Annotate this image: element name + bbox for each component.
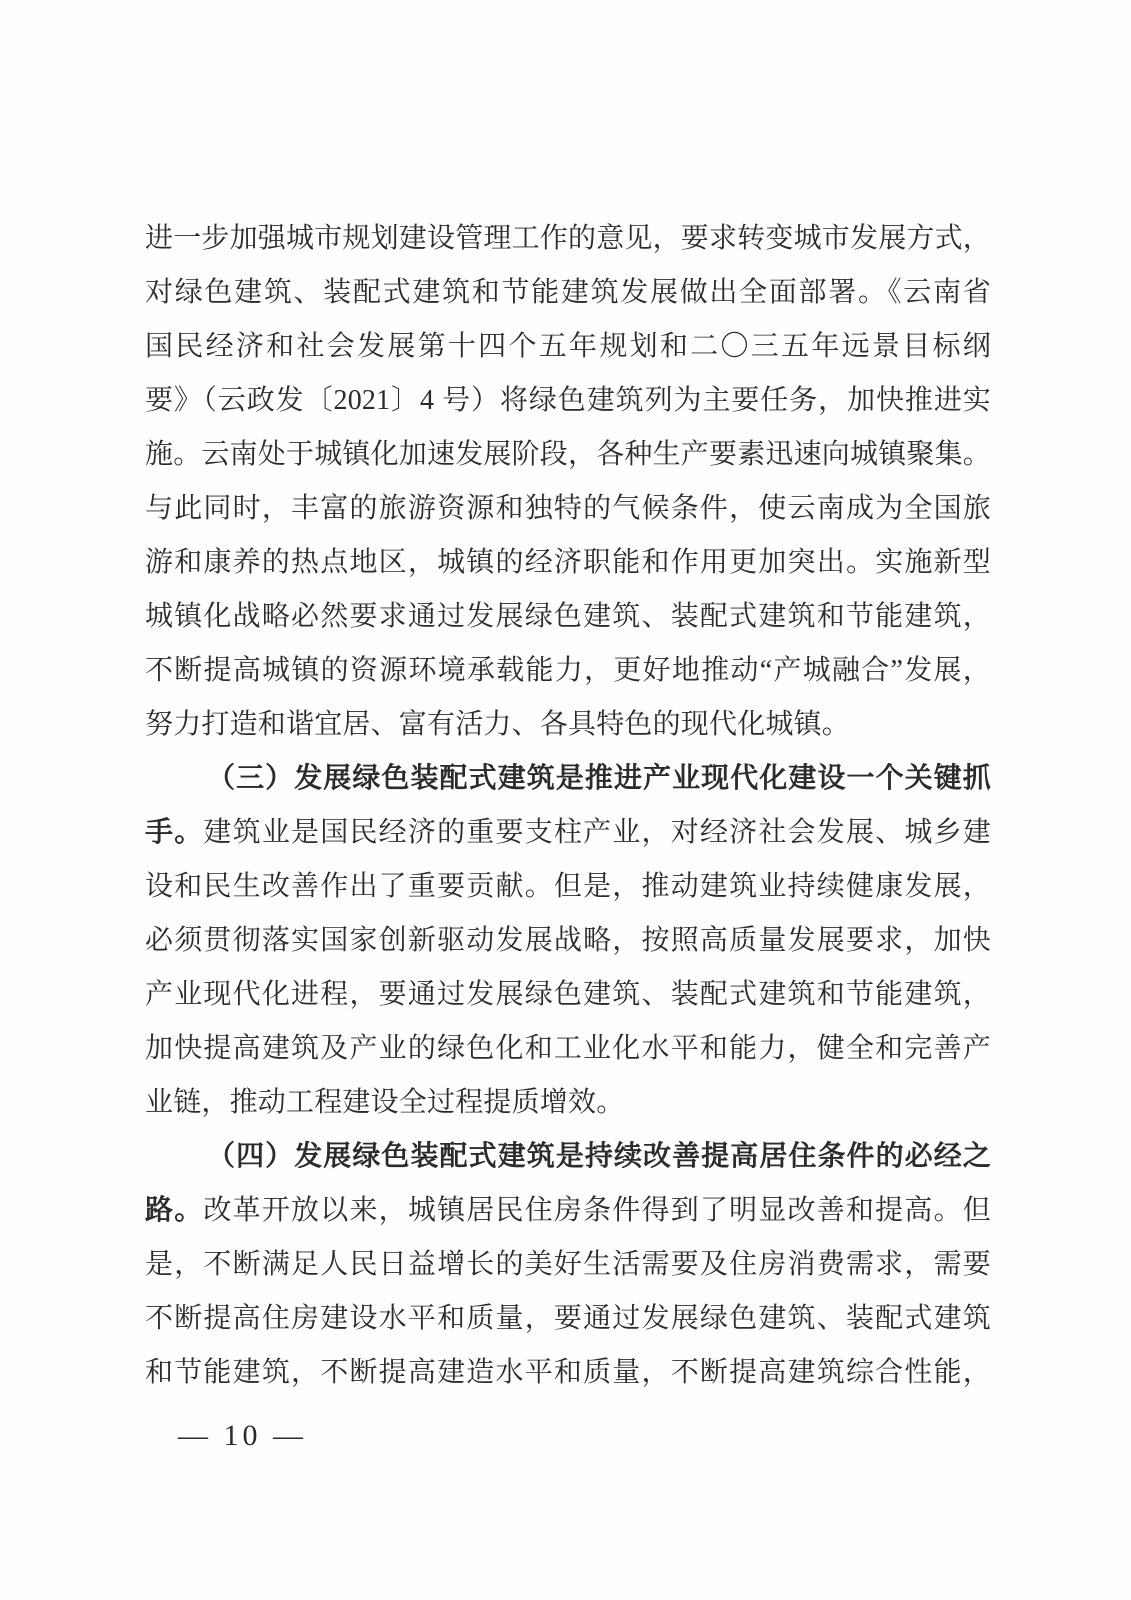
text-line (145, 644, 991, 698)
heading-text: （四）发展绿色装配式建筑是持续改善提高居住条件的必经之 (207, 1141, 991, 1172)
body-text: 进一步加强城市规划建设管理工作的意见，要求转变城市发展方式， (145, 223, 991, 254)
footer-page-number: — 10 — (178, 1419, 307, 1452)
body-text: 与此同时，丰富的旅游资源和独特的气候条件，使云南成为全国旅 (145, 493, 991, 524)
body-text: 设和民生改善作出了重要贡献。但是，推动建筑业持续健康发展， (145, 871, 991, 902)
heading-text: （三）发展绿色装配式建筑是推进产业现代化建设一个关键抓 (207, 763, 991, 794)
text-line (145, 1238, 991, 1292)
text-line (145, 1346, 991, 1400)
text-line (145, 968, 991, 1022)
text-line (145, 212, 991, 266)
heading-text: 路。 (145, 1195, 204, 1226)
text-line (145, 482, 991, 536)
text-line (145, 1130, 991, 1184)
text-line (145, 320, 991, 374)
heading-text: 手。 (145, 817, 204, 848)
body-text: 施。云南处于城镇化加速发展阶段，各种生产要素迅速向城镇聚集。 (145, 439, 991, 470)
text-line (145, 590, 991, 644)
body-text: 必须贯彻落实国家创新驱动发展战略，按照高质量发展要求，加快 (145, 925, 991, 956)
body-text: 加快提高建筑及产业的绿色化和工业化水平和能力，健全和完善产 (145, 1033, 991, 1064)
text-line (145, 1184, 991, 1238)
text-line (145, 698, 991, 752)
body-text: 建筑业是国民经济的重要支柱产业，对经济社会发展、城乡建 (203, 817, 991, 848)
body-text: 国民经济和社会发展第十四个五年规划和二〇三五年远景目标纲 (145, 331, 991, 362)
text-line (145, 752, 991, 806)
body-text: 和节能建筑，不断提高建造水平和质量，不断提高建筑综合性能， (145, 1357, 991, 1388)
body-text: 改革开放以来，城镇居民住房条件得到了明显改善和提高。但 (203, 1195, 991, 1226)
text-line (145, 914, 991, 968)
text-line (145, 1076, 991, 1130)
body-text: 城镇化战略必然要求通过发展绿色建筑、装配式建筑和节能建筑， (145, 601, 991, 632)
text-line (145, 428, 991, 482)
text-line (145, 1292, 991, 1346)
body-text: 对绿色建筑、装配式建筑和节能建筑发展做出全面部署。《云南省 (145, 277, 991, 308)
body-text: 不断提高城镇的资源环境承载能力，更好地推动“产城融合”发展， (145, 655, 991, 686)
text-line (145, 266, 991, 320)
body-text: 努力打造和谐宜居、富有活力、各具特色的现代化城镇。 (145, 709, 851, 740)
body-text: 游和康养的热点地区，城镇的经济职能和作用更加突出。实施新型 (145, 547, 991, 578)
body-text: 不断提高住房建设水平和质量，要通过发展绿色建筑、装配式建筑 (145, 1303, 991, 1334)
body-text: 是，不断满足人民日益增长的美好生活需要及住房消费需求，需要 (145, 1249, 991, 1280)
body-text: 产业现代化进程，要通过发展绿色建筑、装配式建筑和节能建筑， (145, 979, 991, 1010)
text-line (145, 860, 991, 914)
text-line (145, 806, 991, 860)
text-line (145, 374, 991, 428)
text-line (145, 1022, 991, 1076)
body-text: 要》（云政发〔2021〕4 号）将绿色建筑列为主要任务，加快推进实 (145, 385, 991, 416)
document-body (145, 212, 991, 1400)
body-text: 业链，推动工程建设全过程提质增效。 (145, 1087, 625, 1118)
text-line (145, 536, 991, 590)
